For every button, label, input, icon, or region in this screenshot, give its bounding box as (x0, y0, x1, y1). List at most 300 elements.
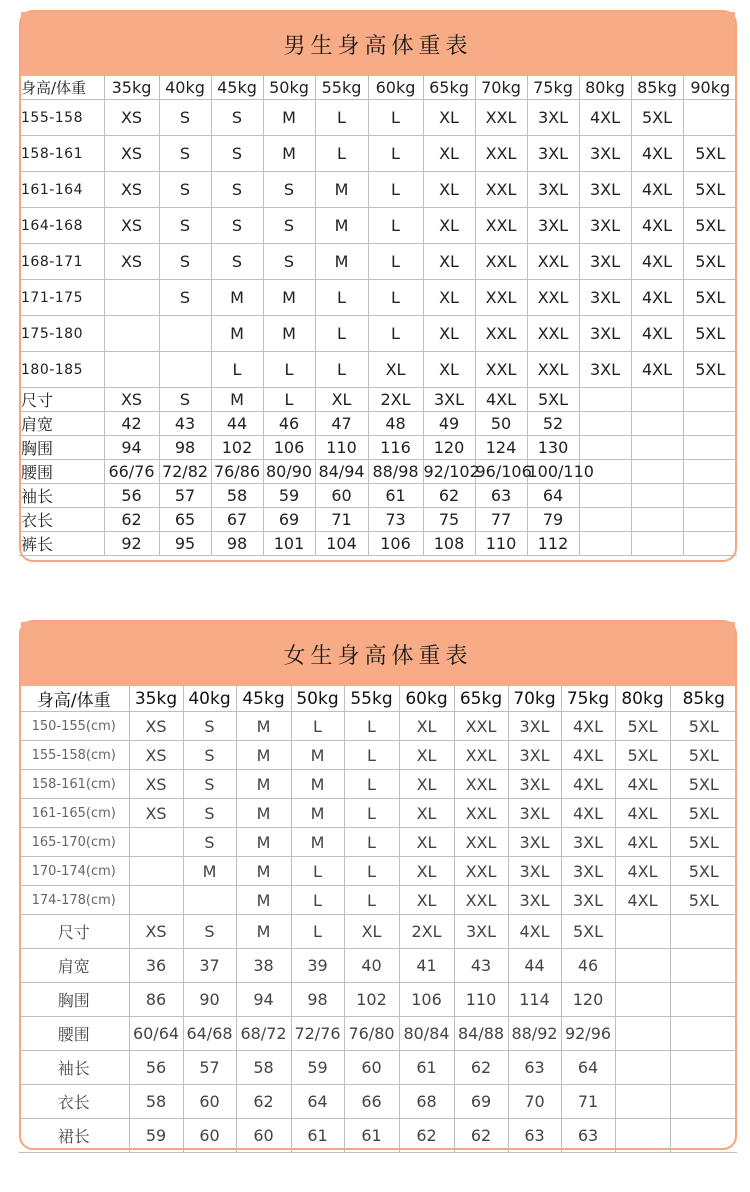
size-cell: 5XL (683, 208, 737, 244)
size-cell: 5XL (670, 712, 737, 741)
corner-header: 身高/体重 (19, 686, 129, 712)
spec-value: 57 (183, 1051, 236, 1085)
size-cell (183, 886, 236, 915)
spec-value: 58 (211, 484, 263, 508)
size-cell: S (159, 136, 211, 172)
size-cell: 4XL (615, 828, 670, 857)
size-cell: 3XL (508, 857, 561, 886)
size-cell: S (183, 828, 236, 857)
weight-header-row (19, 686, 737, 712)
size-cell: XXL (527, 316, 579, 352)
size-cell: S (159, 100, 211, 136)
spec-value: 94 (104, 436, 159, 460)
empty-cell (683, 436, 737, 460)
size-cell: 3XL (508, 741, 561, 770)
spec-value: 38 (236, 949, 291, 983)
size-cell: 5XL (683, 280, 737, 316)
spec-value: 84/94 (315, 460, 368, 484)
spec-value: 75 (423, 508, 475, 532)
empty-cell (631, 388, 683, 412)
spec-value: 37 (183, 949, 236, 983)
spec-value: 88/98 (368, 460, 423, 484)
spec-value: 59 (291, 1051, 344, 1085)
size-cell: XL (423, 100, 475, 136)
height-range: 164-168 (19, 208, 104, 244)
size-cell: M (211, 316, 263, 352)
spec-value: 59 (263, 484, 315, 508)
spec-value: 90 (183, 983, 236, 1017)
spec-value: 70 (508, 1085, 561, 1119)
empty-cell (683, 508, 737, 532)
spec-value: 64 (291, 1085, 344, 1119)
spec-value: 44 (508, 949, 561, 983)
size-cell: M (236, 770, 291, 799)
empty-cell (615, 1119, 670, 1153)
size-cell: 3XL (508, 828, 561, 857)
size-row (19, 172, 737, 208)
spec-value: 106 (368, 532, 423, 556)
size-cell: M (263, 316, 315, 352)
spec-value: 63 (508, 1051, 561, 1085)
size-cell: M (211, 280, 263, 316)
weight-header: 80kg (579, 76, 631, 100)
spec-value: 67 (211, 508, 263, 532)
size-cell: L (368, 316, 423, 352)
men-chart-title: 男生身高体重表 (21, 12, 735, 76)
empty-cell (670, 983, 737, 1017)
size-row (19, 352, 737, 388)
weight-header-row (19, 76, 737, 100)
size-cell: 4XL (579, 100, 631, 136)
spec-value: 5XL (527, 388, 579, 412)
empty-cell (615, 949, 670, 983)
spec-label: 袖长 (19, 1051, 129, 1085)
spec-value: 104 (315, 532, 368, 556)
spec-row (19, 983, 737, 1017)
size-cell: L (315, 136, 368, 172)
size-cell: M (263, 100, 315, 136)
size-cell: S (183, 712, 236, 741)
spec-value: 59 (129, 1119, 183, 1153)
empty-cell (683, 532, 737, 556)
size-cell: 4XL (631, 244, 683, 280)
spec-value: 42 (104, 412, 159, 436)
size-cell (129, 828, 183, 857)
size-cell: 3XL (561, 857, 615, 886)
spec-value: 95 (159, 532, 211, 556)
size-cell: 3XL (508, 770, 561, 799)
size-cell: XS (104, 100, 159, 136)
size-row (19, 100, 737, 136)
spec-value: 62 (399, 1119, 454, 1153)
size-cell: XXL (454, 886, 508, 915)
spec-row (19, 508, 737, 532)
spec-value: 40 (344, 949, 399, 983)
weight-header: 55kg (315, 76, 368, 100)
size-cell: S (263, 244, 315, 280)
size-cell: L (291, 857, 344, 886)
spec-value: XS (129, 915, 183, 949)
spec-row (19, 1119, 737, 1153)
size-cell: XS (129, 741, 183, 770)
size-cell: XL (423, 136, 475, 172)
size-cell: 3XL (579, 280, 631, 316)
weight-header: 50kg (291, 686, 344, 712)
size-cell: 3XL (561, 828, 615, 857)
size-cell: XL (423, 244, 475, 280)
weight-header: 35kg (104, 76, 159, 100)
spec-value: 106 (399, 983, 454, 1017)
spec-value: 62 (423, 484, 475, 508)
spec-value: 102 (344, 983, 399, 1017)
size-cell: M (291, 828, 344, 857)
size-cell: M (291, 741, 344, 770)
size-cell: L (315, 316, 368, 352)
size-cell: 5XL (670, 799, 737, 828)
men-size-chart (19, 10, 737, 562)
size-cell: XL (399, 828, 454, 857)
weight-header: 50kg (263, 76, 315, 100)
size-cell: XL (423, 280, 475, 316)
size-cell: 4XL (615, 770, 670, 799)
weight-header: 55kg (344, 686, 399, 712)
size-cell: 5XL (670, 857, 737, 886)
height-range: 165-170(cm) (19, 828, 129, 857)
spec-value: 76/80 (344, 1017, 399, 1051)
size-cell: 5XL (683, 172, 737, 208)
size-cell: S (159, 280, 211, 316)
spec-label: 裙长 (19, 1119, 129, 1153)
weight-header: 45kg (236, 686, 291, 712)
size-cell: XL (423, 316, 475, 352)
empty-cell (579, 484, 631, 508)
size-cell: 3XL (508, 886, 561, 915)
spec-row (19, 532, 737, 556)
spec-value: 66 (344, 1085, 399, 1119)
size-cell: M (236, 828, 291, 857)
spec-value: 63 (508, 1119, 561, 1153)
weight-header: 90kg (683, 76, 737, 100)
spec-value: 64/68 (183, 1017, 236, 1051)
size-cell: XS (129, 712, 183, 741)
spec-value: 68/72 (236, 1017, 291, 1051)
height-range: 155-158(cm) (19, 741, 129, 770)
empty-cell (615, 1085, 670, 1119)
spec-row (19, 1017, 737, 1051)
size-cell: 4XL (561, 741, 615, 770)
weight-header: 75kg (561, 686, 615, 712)
spec-value: 57 (159, 484, 211, 508)
empty-cell (683, 412, 737, 436)
spec-value: 64 (527, 484, 579, 508)
spec-value: XS (104, 388, 159, 412)
size-cell: XXL (475, 316, 527, 352)
size-cell: 3XL (579, 172, 631, 208)
spec-row (19, 460, 737, 484)
size-cell: M (236, 886, 291, 915)
size-cell: L (315, 100, 368, 136)
empty-cell (615, 1017, 670, 1051)
size-cell: XXL (454, 828, 508, 857)
size-cell: L (344, 712, 399, 741)
men-size-table (19, 76, 737, 556)
spec-value: 98 (159, 436, 211, 460)
spec-value: 4XL (508, 915, 561, 949)
spec-row (19, 1085, 737, 1119)
empty-cell (631, 532, 683, 556)
spec-label: 尺寸 (19, 388, 104, 412)
empty-cell (670, 1119, 737, 1153)
size-row (19, 857, 737, 886)
size-cell: XXL (454, 712, 508, 741)
size-cell: 4XL (631, 208, 683, 244)
weight-header: 45kg (211, 76, 263, 100)
spec-value: 60 (315, 484, 368, 508)
spec-value: 58 (236, 1051, 291, 1085)
size-cell: XXL (527, 352, 579, 388)
size-cell: XXL (527, 280, 579, 316)
size-cell: M (236, 857, 291, 886)
size-cell: L (211, 352, 263, 388)
size-cell: XL (399, 770, 454, 799)
size-cell: L (291, 886, 344, 915)
size-cell: M (236, 799, 291, 828)
spec-value: 52 (527, 412, 579, 436)
size-cell: S (263, 208, 315, 244)
spec-value: S (159, 388, 211, 412)
height-range: 161-165(cm) (19, 799, 129, 828)
size-cell: S (183, 770, 236, 799)
spec-value: 61 (368, 484, 423, 508)
size-cell: L (368, 244, 423, 280)
size-cell: 5XL (670, 741, 737, 770)
size-cell: 5XL (683, 244, 737, 280)
size-cell: M (315, 244, 368, 280)
size-cell: 5XL (683, 352, 737, 388)
size-cell: S (211, 100, 263, 136)
spec-label: 尺寸 (19, 915, 129, 949)
spec-value: 62 (454, 1119, 508, 1153)
spec-value: 69 (454, 1085, 508, 1119)
size-cell: M (315, 208, 368, 244)
size-cell: XXL (527, 244, 579, 280)
size-cell: L (368, 100, 423, 136)
size-cell (683, 100, 737, 136)
spec-value: 46 (263, 412, 315, 436)
empty-cell (631, 436, 683, 460)
size-cell: 3XL (579, 316, 631, 352)
size-cell: XXL (475, 172, 527, 208)
size-cell: M (236, 712, 291, 741)
size-cell: XXL (454, 857, 508, 886)
spec-value: 64 (561, 1051, 615, 1085)
height-range: 180-185 (19, 352, 104, 388)
spec-value: 63 (561, 1119, 615, 1153)
spec-value: 68 (399, 1085, 454, 1119)
spec-value: M (236, 915, 291, 949)
spec-label: 肩宽 (19, 949, 129, 983)
spec-value: 60 (236, 1119, 291, 1153)
spec-value: 92/96 (561, 1017, 615, 1051)
size-cell: XS (129, 770, 183, 799)
size-cell: XL (399, 712, 454, 741)
weight-header: 70kg (475, 76, 527, 100)
spec-value: 43 (454, 949, 508, 983)
spec-value: 63 (475, 484, 527, 508)
spec-value: 116 (368, 436, 423, 460)
spec-value: XL (344, 915, 399, 949)
size-cell: XXL (475, 352, 527, 388)
size-cell: S (211, 136, 263, 172)
size-cell: L (368, 172, 423, 208)
size-cell: S (211, 244, 263, 280)
spec-label: 肩宽 (19, 412, 104, 436)
spec-value: 56 (129, 1051, 183, 1085)
spec-value: L (263, 388, 315, 412)
spec-value: 65 (159, 508, 211, 532)
spec-value: 2XL (368, 388, 423, 412)
height-range: 155-158 (19, 100, 104, 136)
weight-header: 40kg (159, 76, 211, 100)
corner-header: 身高/体重 (19, 76, 104, 100)
weight-header: 70kg (508, 686, 561, 712)
size-cell (159, 352, 211, 388)
size-cell: XXL (475, 100, 527, 136)
size-row (19, 828, 737, 857)
spec-row (19, 412, 737, 436)
size-cell: L (263, 352, 315, 388)
size-cell: 3XL (561, 886, 615, 915)
size-cell: L (315, 280, 368, 316)
size-cell: 5XL (631, 100, 683, 136)
empty-cell (683, 388, 737, 412)
spec-value: 49 (423, 412, 475, 436)
spec-value: 41 (399, 949, 454, 983)
size-cell (104, 352, 159, 388)
size-cell: XL (423, 172, 475, 208)
size-cell: L (344, 770, 399, 799)
spec-row (19, 484, 737, 508)
spec-row (19, 388, 737, 412)
spec-value: 71 (315, 508, 368, 532)
spec-value: M (211, 388, 263, 412)
height-range: 161-164 (19, 172, 104, 208)
spec-row (19, 436, 737, 460)
spec-label: 衣长 (19, 1085, 129, 1119)
weight-header: 80kg (615, 686, 670, 712)
size-cell: 4XL (631, 352, 683, 388)
size-cell: 5XL (670, 828, 737, 857)
size-cell: L (344, 799, 399, 828)
spec-value: 4XL (475, 388, 527, 412)
size-cell: XL (368, 352, 423, 388)
size-row (19, 799, 737, 828)
spec-value: 130 (527, 436, 579, 460)
size-cell: 4XL (615, 799, 670, 828)
spec-value: 62 (236, 1085, 291, 1119)
empty-cell (631, 484, 683, 508)
size-cell: S (159, 172, 211, 208)
size-cell: XS (104, 208, 159, 244)
size-cell: L (291, 712, 344, 741)
spec-value: 80/90 (263, 460, 315, 484)
spec-row (19, 949, 737, 983)
size-cell: XS (104, 244, 159, 280)
size-cell: L (344, 828, 399, 857)
spec-value: 92/102 (423, 460, 475, 484)
size-cell: S (159, 208, 211, 244)
empty-cell (631, 412, 683, 436)
spec-value: 102 (211, 436, 263, 460)
spec-value: 72/82 (159, 460, 211, 484)
empty-cell (670, 949, 737, 983)
spec-value: 62 (454, 1051, 508, 1085)
size-cell: 3XL (508, 712, 561, 741)
spec-value: XL (315, 388, 368, 412)
size-cell: L (368, 136, 423, 172)
size-row (19, 712, 737, 741)
spec-value: 120 (423, 436, 475, 460)
weight-header: 40kg (183, 686, 236, 712)
size-cell: XS (104, 172, 159, 208)
spec-value: 124 (475, 436, 527, 460)
spec-value: 108 (423, 532, 475, 556)
spec-value: 71 (561, 1085, 615, 1119)
height-range: 150-155(cm) (19, 712, 129, 741)
empty-cell (579, 388, 631, 412)
spec-value: 61 (291, 1119, 344, 1153)
size-cell: 4XL (631, 136, 683, 172)
spec-value: L (291, 915, 344, 949)
spec-value: 120 (561, 983, 615, 1017)
empty-cell (670, 915, 737, 949)
size-cell (129, 886, 183, 915)
empty-cell (631, 460, 683, 484)
size-cell: L (368, 208, 423, 244)
weight-header: 85kg (631, 76, 683, 100)
size-cell: 3XL (527, 208, 579, 244)
size-cell: 4XL (561, 770, 615, 799)
size-cell: M (263, 280, 315, 316)
height-range: 170-174(cm) (19, 857, 129, 886)
size-cell: 4XL (561, 712, 615, 741)
empty-cell (683, 484, 737, 508)
size-cell: XXL (475, 280, 527, 316)
size-cell: L (344, 886, 399, 915)
size-cell: L (368, 280, 423, 316)
spec-value: 46 (561, 949, 615, 983)
spec-value: 77 (475, 508, 527, 532)
size-row (19, 244, 737, 280)
spec-value: 61 (399, 1051, 454, 1085)
spec-value: 73 (368, 508, 423, 532)
spec-value: 92 (104, 532, 159, 556)
spec-value: 3XL (454, 915, 508, 949)
spec-label: 腰围 (19, 1017, 129, 1051)
size-cell: 3XL (527, 136, 579, 172)
spec-value: 44 (211, 412, 263, 436)
size-cell: 5XL (670, 770, 737, 799)
size-cell: XL (399, 886, 454, 915)
size-cell: S (211, 208, 263, 244)
spec-value: 60/64 (129, 1017, 183, 1051)
size-cell: L (344, 857, 399, 886)
weight-header: 85kg (670, 686, 737, 712)
height-range: 174-178(cm) (19, 886, 129, 915)
spec-value: 58 (129, 1085, 183, 1119)
spec-value: 114 (508, 983, 561, 1017)
size-cell (104, 280, 159, 316)
